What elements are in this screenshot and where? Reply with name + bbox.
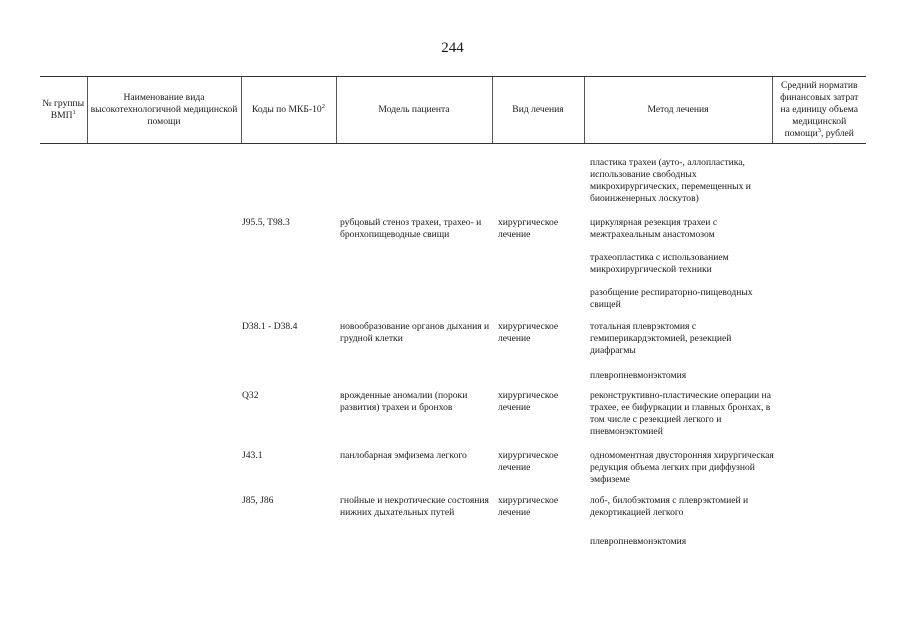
treatment-type-cell: хирургическое лечение bbox=[498, 450, 559, 473]
method-cell: тотальная плеврэктомия с гемиперикардэктомией, резекцией диафрагмы bbox=[590, 321, 732, 356]
header-patient-model: Модель пациента bbox=[336, 77, 492, 144]
treatment-type-cell: хирургическое лечение bbox=[498, 321, 559, 344]
method-cell: циркулярная резекция трахеи с межтрахеальным анастомозом bbox=[590, 217, 718, 240]
treatment-type-cell: хирургическое лечение bbox=[498, 217, 559, 240]
method-cell: разобщение респираторно-пищеводных свищей bbox=[590, 287, 753, 310]
header-group-number: № группы ВМП$^1$ bbox=[40, 77, 87, 144]
patient-model-cell: гнойные и некротические состояния нижних дыхательных путей bbox=[340, 495, 489, 518]
method-cell: плевропневмонэктомия bbox=[590, 536, 687, 547]
method-cell: лоб-, билобэктомия с плеврэктомией и декортикацией легкого bbox=[590, 495, 749, 518]
icd-code-cell: Q32 bbox=[242, 390, 259, 401]
treatment-type-cell: хирургическое лечение bbox=[498, 390, 559, 413]
header-cost-standard: Средний норматив финансовых затрат на единицу объема медицинской помощи$^3$, рублей bbox=[772, 77, 866, 144]
patient-model-cell: врожденные аномалии (пороки развития) трахеи и бронхов bbox=[340, 390, 468, 413]
header-icd-codes: Коды по МКБ-$10^2$ bbox=[241, 77, 336, 144]
treatment-type-cell: хирургическое лечение bbox=[498, 495, 559, 518]
page-number: 244 bbox=[441, 40, 464, 56]
header-treatment-method: Метод лечения bbox=[584, 77, 772, 144]
icd-code-cell: J43.1 bbox=[242, 450, 263, 461]
table-header bbox=[40, 76, 866, 144]
header-treatment-type: Вид лечения bbox=[492, 77, 584, 144]
patient-model-cell: рубцовый стеноз трахеи, трахео- и бронхопищеводные свищи bbox=[340, 217, 482, 240]
icd-code-cell: D38.1 - D38.4 bbox=[242, 321, 298, 332]
header-care-name: Наименование вида высокотехнологичной медицинской помощи bbox=[87, 77, 241, 144]
patient-model-cell: новообразование органов дыхания и грудной клетки bbox=[340, 321, 490, 344]
icd-code-cell: J95.5, T98.3 bbox=[242, 217, 290, 228]
method-cell: реконструктивно-пластические операции на трахее, ее бифуркации и главных бронхах, в том числе с резекцией легкого и пневмонэктомией bbox=[590, 390, 771, 437]
method-cell: плевропневмонэктомия bbox=[590, 370, 687, 381]
method-cell: одномоментная двусторонняя хирургическая редукция объема легких при диффузной эмфиземе bbox=[590, 450, 774, 485]
method-cell: трахеопластика с использованием микрохирургической техники bbox=[590, 252, 729, 275]
method-cell: пластика трахеи (ауто-, аллопластика, использование свободных микрохирургических, перемещенных и биоинженерных лоскутов) bbox=[590, 157, 751, 204]
patient-model-cell: панлобарная эмфизема легкого bbox=[340, 450, 467, 461]
icd-code-cell: J85, J86 bbox=[242, 495, 274, 506]
